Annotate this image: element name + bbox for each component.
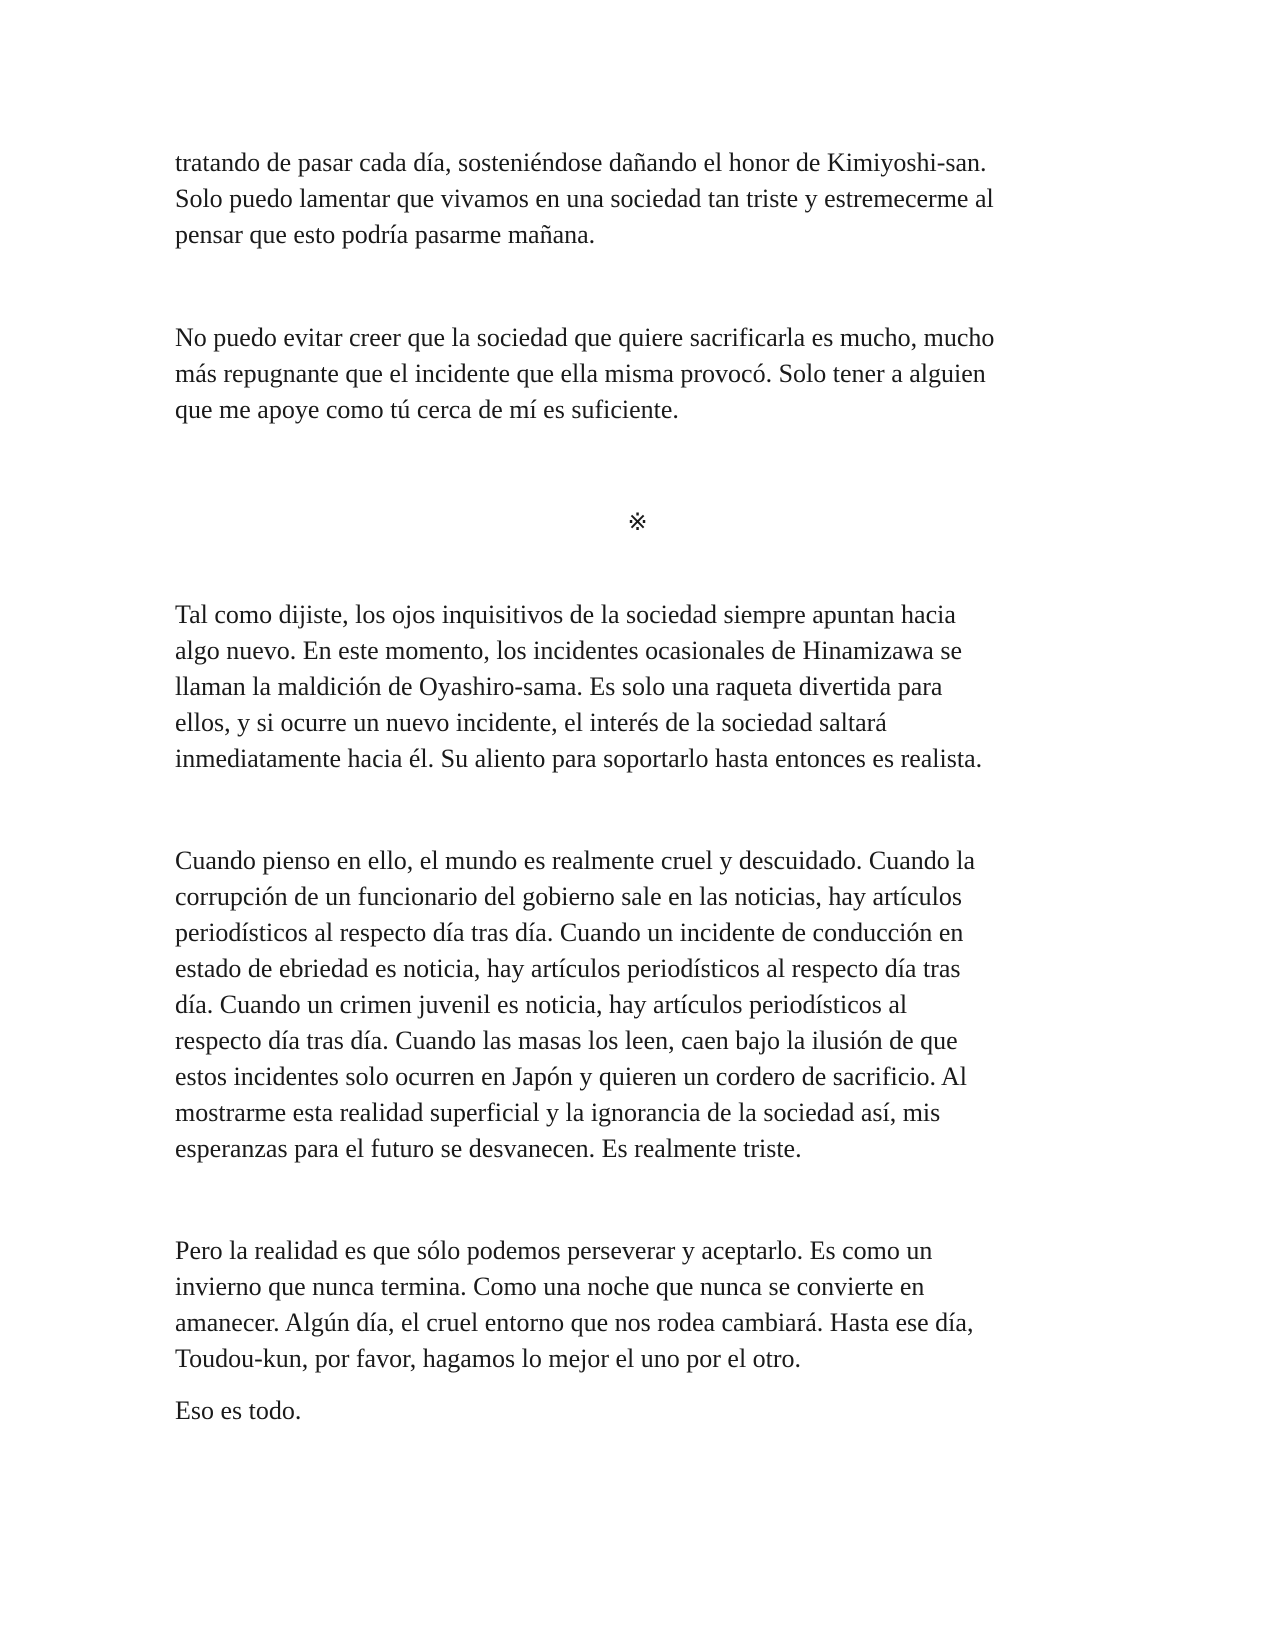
text-line: Pero la realidad es que sólo podemos perseverar y aceptarlo. Es como un <box>175 1236 933 1265</box>
text-line: pensar que esto podría pasarme mañana. <box>175 220 596 249</box>
text-line: más repugnante que el incidente que ella misma provocó. Solo tener a alguien <box>175 359 986 388</box>
paragraph-2 <box>175 320 1105 428</box>
text-line: que me apoye como tú cerca de mí es suficiente. <box>175 395 679 424</box>
text-line: invierno que nunca termina. Como una noche que nunca se convierte en <box>175 1272 925 1301</box>
text-line: respecto día tras día. Cuando las masas los leen, caen bajo la ilusión de que <box>175 1026 958 1055</box>
section-separator: ※ <box>627 508 648 536</box>
paragraph-3 <box>175 597 1105 777</box>
text-line: Cuando pienso en ello, el mundo es realmente cruel y descuidado. Cuando la <box>175 846 975 875</box>
text-line: Toudou-kun, por favor, hagamos lo mejor el uno por el otro. <box>175 1344 802 1373</box>
text-line: estado de ebriedad es noticia, hay artículos periodísticos al respecto día tras <box>175 954 961 983</box>
paragraph-1 <box>175 145 1105 253</box>
text-line: día. Cuando un crimen juvenil es noticia, hay artículos periodísticos al <box>175 990 908 1019</box>
text-line: tratando de pasar cada día, sosteniéndose dañando el honor de Kimiyoshi-san. <box>175 148 987 177</box>
text-line: Solo puedo lamentar que vivamos en una sociedad tan triste y estremecerme al <box>175 184 994 213</box>
text-line: esperanzas para el futuro se desvanecen. Es realmente triste. <box>175 1134 802 1163</box>
text-line: ellos, y si ocurre un nuevo incidente, el interés de la sociedad saltará <box>175 708 887 737</box>
paragraph-6 <box>175 1393 1105 1429</box>
text-line: No puedo evitar creer que la sociedad que quiere sacrificarla es mucho, mucho <box>175 323 995 352</box>
text-line: mostrarme esta realidad superficial y la ignorancia de la sociedad así, mis <box>175 1098 941 1127</box>
paragraph-4 <box>175 843 1105 1167</box>
text-line: Eso es todo. <box>175 1396 302 1425</box>
text-line: amanecer. Algún día, el cruel entorno que nos rodea cambiará. Hasta ese día, <box>175 1308 974 1337</box>
text-line: periodísticos al respecto día tras día. Cuando un incidente de conducción en <box>175 918 964 947</box>
text-line: algo nuevo. En este momento, los incidentes ocasionales de Hinamizawa se <box>175 636 962 665</box>
text-line: estos incidentes solo ocurren en Japón y quieren un cordero de sacrificio. Al <box>175 1062 968 1091</box>
text-line: corrupción de un funcionario del gobierno sale en las noticias, hay artículos <box>175 882 962 911</box>
text-line: Tal como dijiste, los ojos inquisitivos de la sociedad siempre apuntan hacia <box>175 600 956 629</box>
paragraph-5 <box>175 1233 1105 1377</box>
text-line: inmediatamente hacia él. Su aliento para soportarlo hasta entonces es realista. <box>175 744 983 773</box>
text-line: llaman la maldición de Oyashiro-sama. Es solo una raqueta divertida para <box>175 672 943 701</box>
